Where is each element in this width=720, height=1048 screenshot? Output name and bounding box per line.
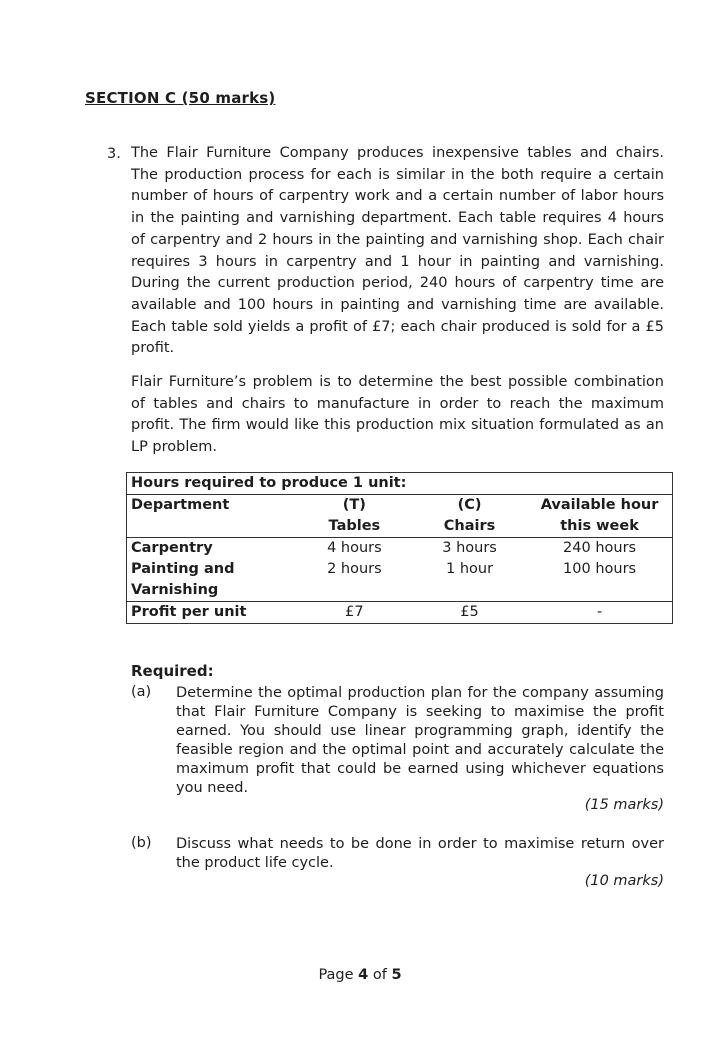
- row-available: 240 hours: [527, 538, 672, 560]
- header-c-name: Chairs: [443, 518, 496, 534]
- question-number: 3.: [107, 146, 121, 162]
- header-tables: [297, 495, 412, 538]
- header-available-line2: this week: [560, 518, 639, 534]
- of-word: of: [372, 967, 387, 983]
- header-department: Department: [127, 495, 297, 538]
- part-b-text: Discuss what needs to be done in order to maximise return over the product life cycle.: [176, 836, 664, 871]
- row-available: 100 hours: [563, 561, 637, 577]
- row-chairs: 3 hours: [412, 538, 527, 560]
- question-paragraph-1: The Flair Furniture Company produces inexpensive tables and chairs. The production process for each is similar in the both require a certain number of hours of carpentry work and a certain number of labor hours in the painting and varnishing department. Each table requires 4 hours of carpentry and 2 hours in the painting and varnishing shop. Each chair requires 3 hours in carpentry and 1 hour in painting and varnishing. During the current production period, 240 hours of carpentry time are available and 100 hours in painting and varnishing time are available. Each table sold yields a profit of £7; each chair produced is sold for a £5 profit.: [131, 145, 664, 357]
- row-tables: 2 hours: [327, 561, 382, 577]
- row-dept: Painting and Varnishing: [131, 561, 235, 598]
- part-b-label: (b): [131, 835, 152, 851]
- row-tables: £7: [297, 602, 412, 624]
- question-paragraph-2: Flair Furniture’s problem is to determine the best possible combination of tables and chairs to manufacture in order to reach the maximum profit. The firm would like this production mix situation formulated as an LP problem.: [131, 374, 664, 456]
- row-dept: Carpentry: [127, 538, 297, 560]
- header-available: [527, 495, 672, 538]
- table-caption: Hours required to produce 1 unit:: [127, 473, 673, 495]
- row-chairs: 1 hour: [446, 561, 494, 577]
- header-c-code: (C): [457, 497, 482, 513]
- part-a-marks: (15 marks): [584, 797, 664, 813]
- table-row: [127, 602, 673, 624]
- required-heading: Required:: [131, 662, 214, 680]
- part-a-label: (a): [131, 684, 152, 700]
- row-dept: Profit per unit: [127, 602, 297, 624]
- row-available: -: [527, 602, 672, 624]
- page-current: 4: [358, 967, 369, 983]
- hours-table: [126, 472, 673, 624]
- table-row: [127, 538, 673, 560]
- page-total: 5: [391, 967, 402, 983]
- row-tables: 4 hours: [297, 538, 412, 560]
- part-a-text: Determine the optimal production plan for the company assuming that Flair Furniture Company is seeking to maximise the profit earned. You should use linear programming graph, identify the feasible region and the optimal point and accurately calculate the maximum profit that could be earned using whichever equations you need.: [176, 685, 664, 796]
- header-available-line1: Available hour: [540, 497, 659, 513]
- page-footer: [0, 967, 720, 983]
- header-t-code: (T): [342, 497, 366, 513]
- page-word: Page: [318, 967, 354, 983]
- section-title: SECTION C (50 marks): [85, 89, 276, 107]
- table-row: [127, 559, 673, 602]
- header-chairs: [412, 495, 527, 538]
- row-chairs: £5: [412, 602, 527, 624]
- part-b-marks: (10 marks): [584, 873, 664, 889]
- header-t-name: Tables: [328, 518, 381, 534]
